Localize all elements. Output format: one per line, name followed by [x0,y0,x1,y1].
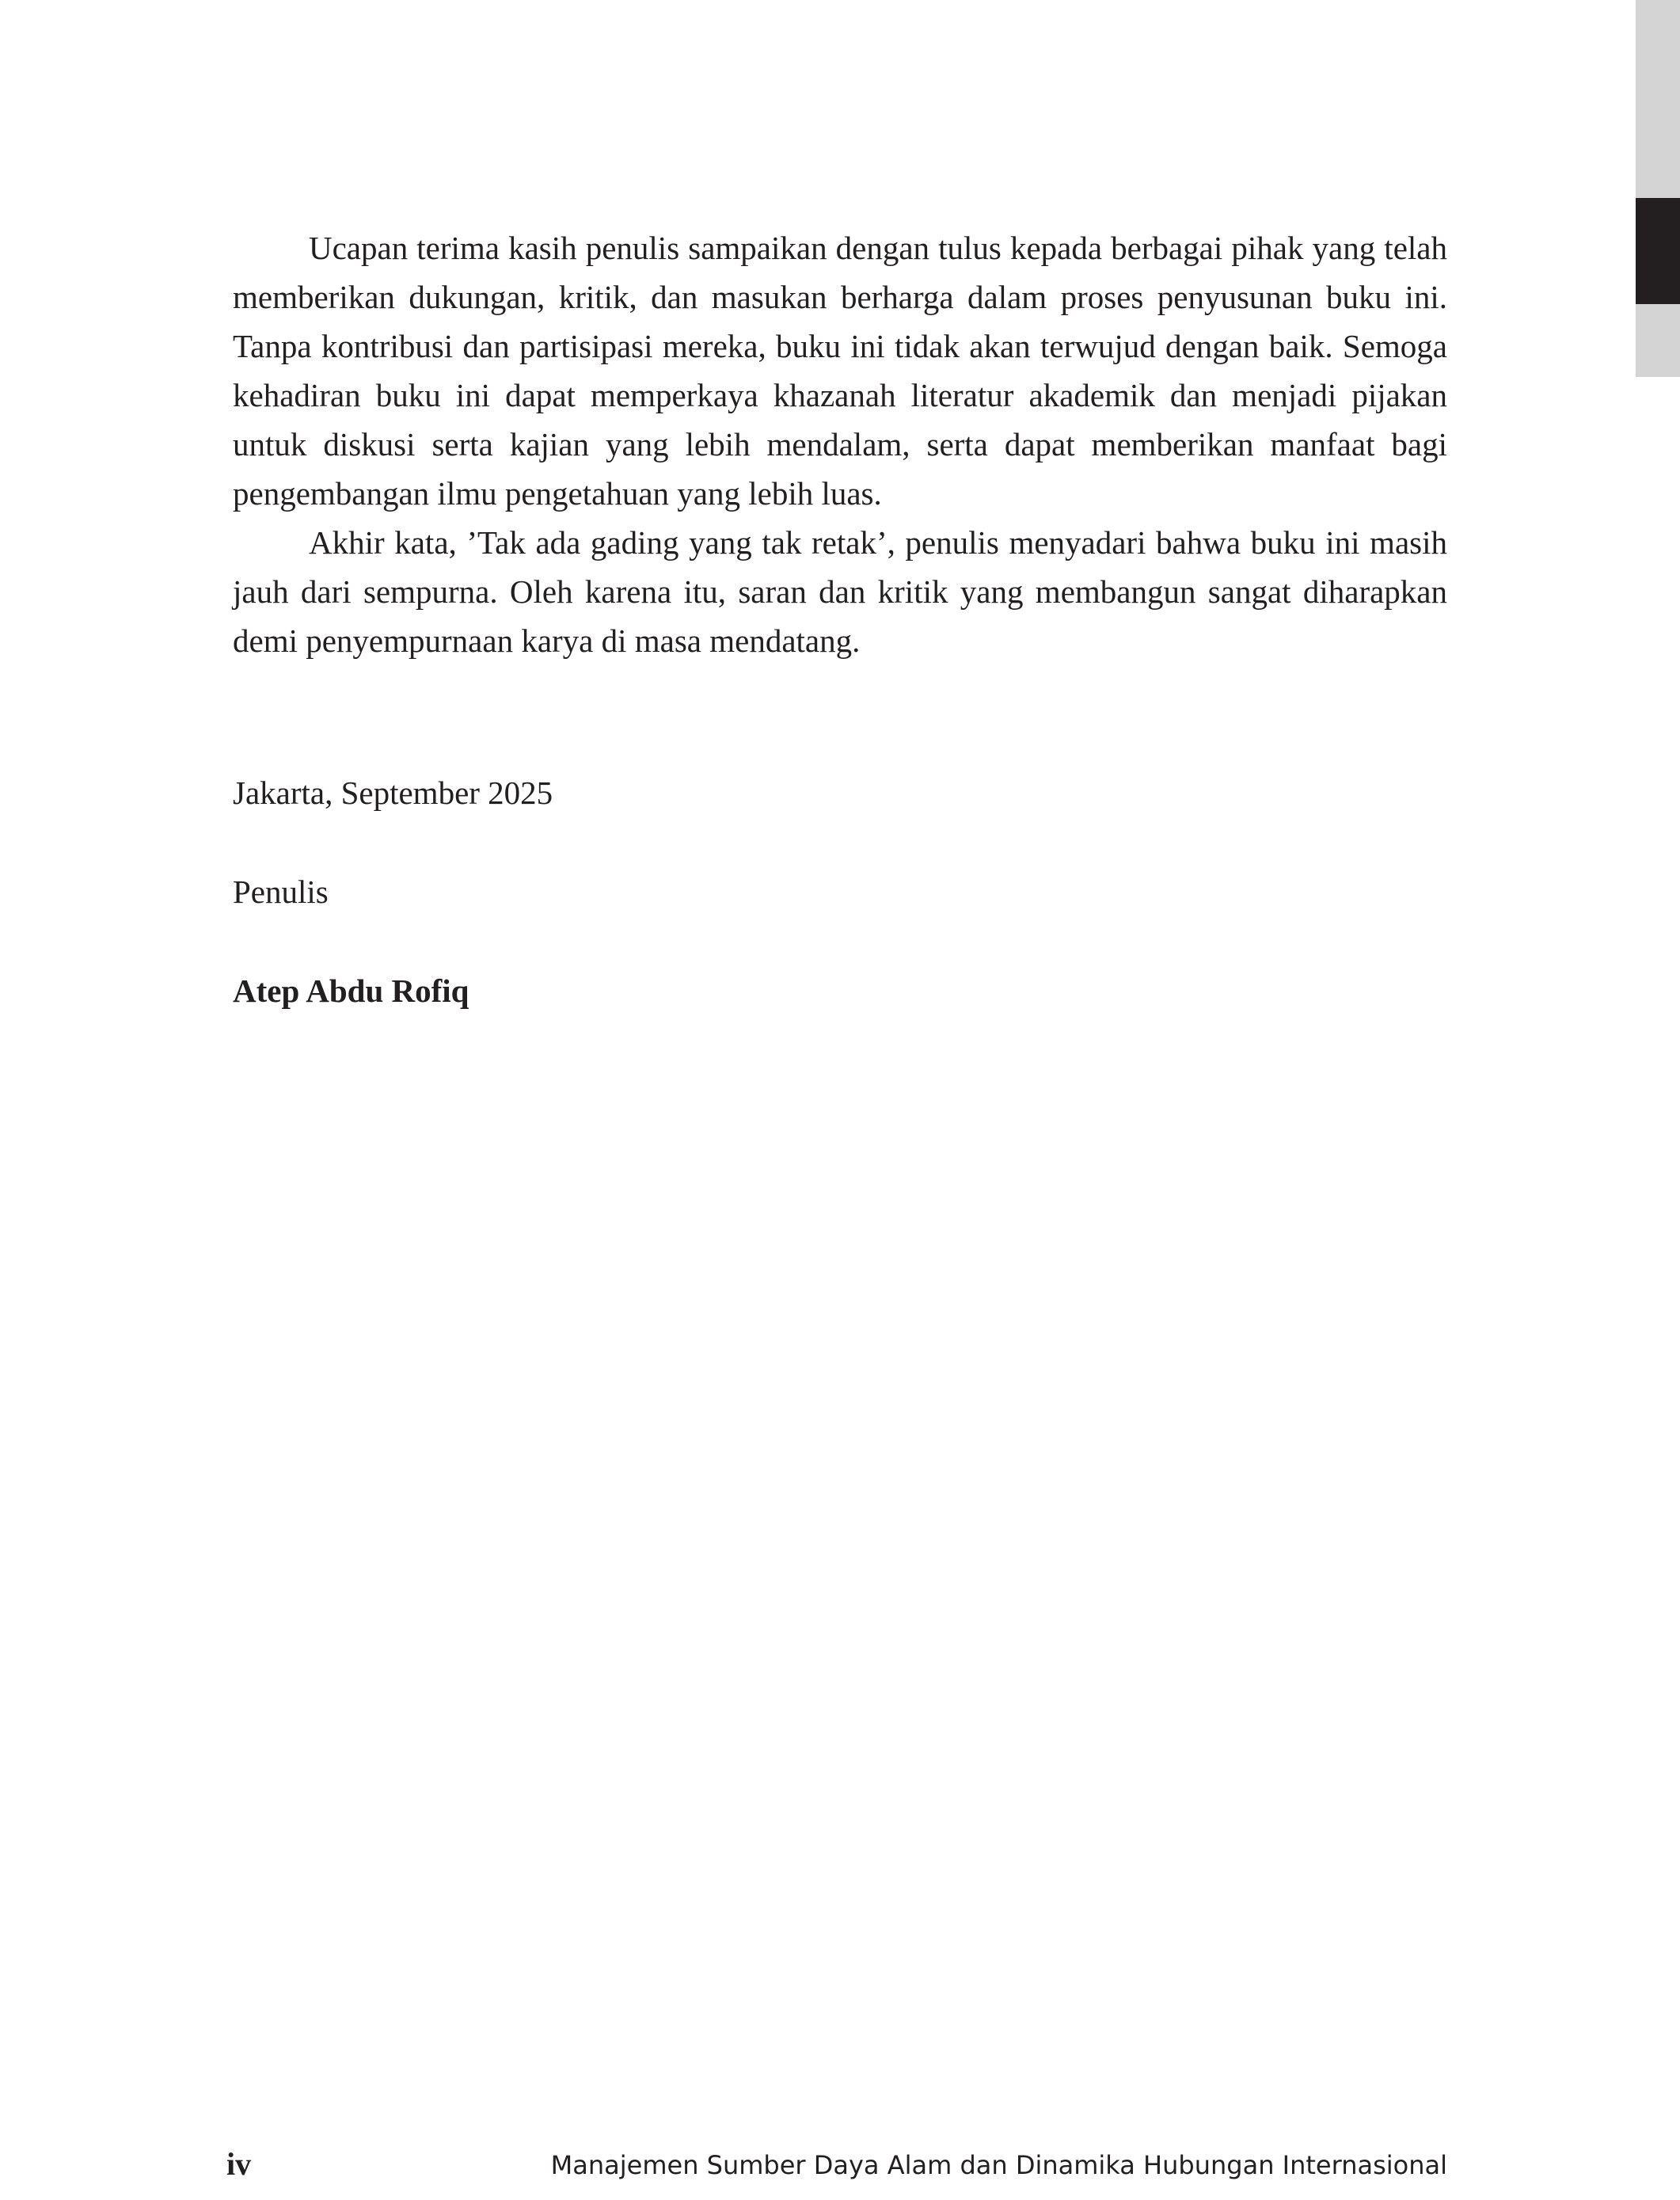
author-name: Atep Abdu Rofiq [233,972,469,1009]
page-number: iv [226,2146,252,2182]
thumb-tab-marker [1636,198,1680,304]
paragraph-closing: Akhir kata, ’Tak ada gading yang tak retak’, penulis menyadari bahwa buku ini masih jauh dari sempurna. Oleh karena itu, saran dan kritik yang membangun sangat diharapkan demi penyempurnaan karya di masa mendatang. [233,524,1447,659]
body-text [233,223,1447,665]
place-date: Jakarta, September 2025 [233,775,553,811]
running-footer-title: Manajemen Sumber Daya Alam dan Dinamika Hubungan Internasional [550,2150,1447,2180]
paragraph-acknowledgement: Ucapan terima kasih penulis sampaikan dengan tulus kepada berbagai pihak yang telah memberikan dukungan, kritik, dan masukan berharga dalam proses penyusunan buku ini. Tanpa kontribusi dan partisipasi mereka, buku ini tidak akan terwujud dengan baik. Semoga kehadiran buku ini dapat memperkaya khazanah literatur akademik dan menjadi pijakan untuk diskusi serta kajian yang lebih mendalam, serta dapat memberikan manfaat bagi pengembangan ilmu pengetahuan yang lebih luas. [233,230,1447,512]
thumb-tab-background [1636,0,1680,377]
signature-role: Penulis [233,874,329,910]
